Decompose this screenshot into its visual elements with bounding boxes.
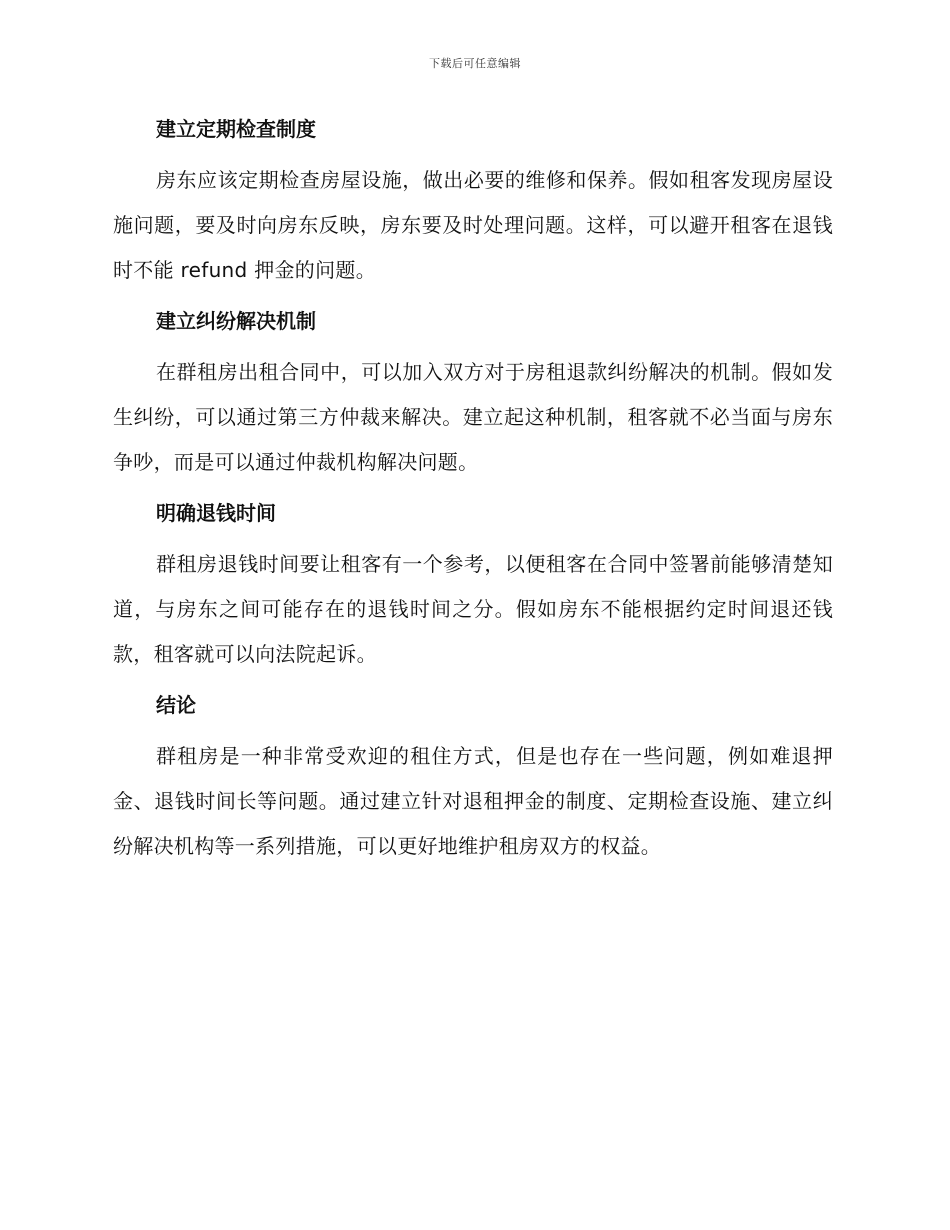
section-conclusion <box>113 689 833 869</box>
section-heading: 明确退钱时间 <box>156 501 276 525</box>
section-refund-time <box>113 497 833 677</box>
page-header-note: 下载后可任意编辑 <box>429 57 521 70</box>
section-dispute-mechanism <box>113 305 833 485</box>
section-heading: 建立定期检查制度 <box>156 117 316 141</box>
document-content <box>113 113 833 881</box>
section-paragraph: 在群租房出租合同中，可以加入双方对于房租退款纠纷解决的机制。假如发生纠纷，可以通过第三方仲裁来解决。建立起这种机制，租客就不必当面与房东争吵，而是可以通过仲裁机构解决问题。 <box>113 360 833 474</box>
section-paragraph: 房东应该定期检查房屋设施，做出必要的维修和保养。假如租客发现房屋设施问题，要及时向房东反映，房东要及时处理问题。这样，可以避开租客在退钱时不能 refund 押金的问题。 <box>113 168 833 282</box>
section-regular-inspection <box>113 113 833 293</box>
section-heading: 建立纠纷解决机制 <box>156 309 316 333</box>
section-paragraph: 群租房是一种非常受欢迎的租住方式，但是也存在一些问题，例如难退押金、退钱时间长等问题。通过建立针对退租押金的制度、定期检查设施、建立纠纷解决机构等一系列措施，可以更好地维护租房双方的权益。 <box>113 744 833 858</box>
section-paragraph: 群租房退钱时间要让租客有一个参考，以便租客在合同中签署前能够清楚知道，与房东之间可能存在的退钱时间之分。假如房东不能根据约定时间退还钱款，租客就可以向法院起诉。 <box>113 552 833 666</box>
section-heading: 结论 <box>156 693 196 717</box>
